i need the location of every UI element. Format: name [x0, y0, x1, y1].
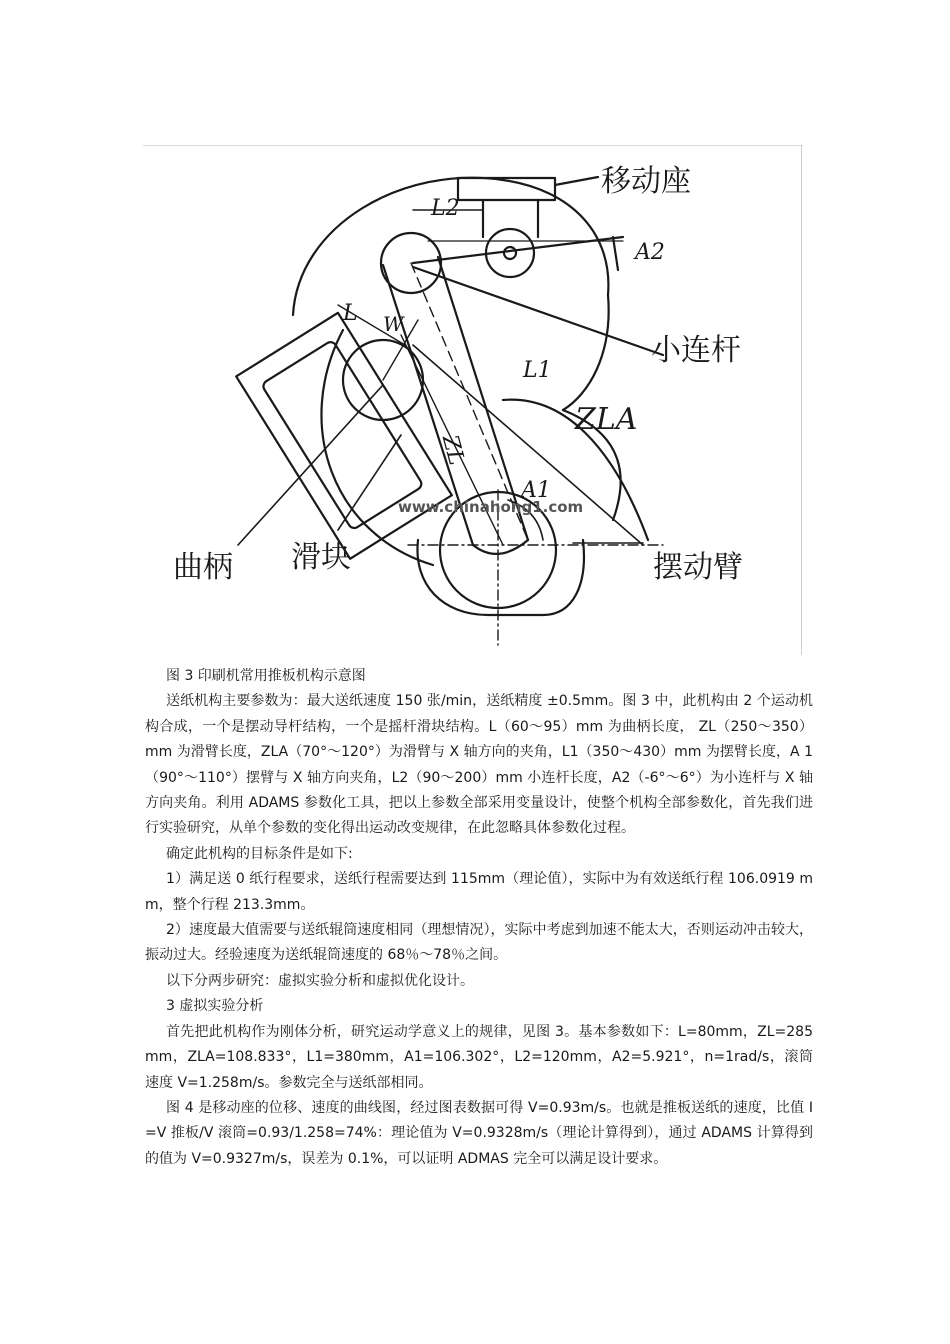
small-link-label: 小连杆 [651, 333, 741, 368]
zla-label: ZLA [575, 402, 638, 437]
paragraph-condition-2: 2）速度最大值需要与送纸辊筒速度相同（理想情况），实际中考虑到加速不能太大，否则运动冲击较大，振动过大。经验速度为送纸辊筒速度的 68％～78％之间。 [145, 922, 813, 964]
seat-pin [504, 247, 516, 259]
l1-label: L1 [523, 358, 552, 383]
seat-label: 移动座 [601, 164, 691, 199]
swing-arm-bottom [473, 540, 528, 554]
slider-leader [338, 435, 401, 530]
watermark: www.chinahong1.com [398, 498, 584, 516]
paragraph-two-steps: 以下分两步研究：虚拟实验分析和虚拟优化设计。 [166, 972, 474, 989]
l-label: L [343, 301, 358, 326]
paragraph-target-intro: 确定此机构的目标条件是如下: [166, 845, 353, 862]
small-link-leader [413, 267, 663, 355]
a2-dimension [613, 237, 618, 270]
paragraph-condition-1: 1）满足送 0 纸行程要求，送纸行程需要达到 115mm（理论值），实际中为有效送纸行程 106.0919 mm，整个行程 213.3mm。 [145, 871, 813, 913]
figure-caption: 图 3 印刷机常用推板机构示意图 [166, 668, 366, 684]
housing-right-arc [563, 295, 609, 410]
seat-leader [555, 177, 598, 185]
paragraph-figure4: 图 4 是移动座的位移、速度的曲线图，经过图表数据可得 V=0.93m/s。也就是推板送纸的速度，比值 I=V 推板/V 滚筒=0.93/1.258=74%：理论值为 V=0.9328m/s（理论计算得到），通过 ADAMS 计算得到的值为 V=0.9327m/s，误差为 0.1%，可以证明 ADMAS 完全可以满足设计要求。 [145, 1099, 813, 1167]
crank-label: 曲柄 [173, 550, 233, 585]
mechanism-figure [143, 145, 803, 660]
a2-label: A2 [635, 240, 665, 265]
slider-label: 滑块 [291, 540, 351, 575]
l2-label: L2 [431, 196, 460, 221]
body-text [145, 664, 813, 1172]
paragraph-parameters: 送纸机构主要参数为：最大送纸速度 150 张/min，送纸精度 ±0.5mm。图 3 中，此机构由 2 个运动机构合成，一个是摆动导杆结构，一个是摇杆滑块结构。L（60～95）mm 为曲柄长度， ZL（250～350）mm 为滑臂长度，ZLA（70°～120°）为滑臂与 X 轴方向的夹角，L1（350～430）mm 为摆臂长度，A 1（90°～110°）摆臂与 X 轴方向夹角，L2（90～200）mm 小连杆长度，A2（-6°～6°）为小连杆与 X 轴方向夹角。利用 ADAMS 参数化工具，把以上参数全部采用变量设计，使整个机构全部参数化，首先我们进行实验研究，从单个参数的变化得出运动改变规律，在此忽略具体参数化过程。 [145, 693, 813, 837]
zl-label: ZL [436, 432, 469, 468]
paragraph-rigid-analysis: 首先把此机构作为刚体分析，研究运动学意义上的规律，见图 3。基本参数如下：L=80mm，ZL=285mm，ZLA=108.833°，L1=380mm，A1=106.302°，L2=120mm，A2=5.921°，n=1rad/s，滚筒速度 V=1.258m/s。参数完全与送纸部相同。 [145, 1023, 813, 1091]
mechanism-diagram [143, 145, 803, 660]
section-heading: 3 虚拟实验分析 [166, 998, 264, 1015]
w-label: W [383, 312, 404, 336]
swing-arm-label: 摆动臂 [653, 550, 743, 585]
a1-label: A1 [521, 478, 551, 503]
housing-bottom [417, 540, 583, 615]
seat-legs [483, 200, 538, 237]
